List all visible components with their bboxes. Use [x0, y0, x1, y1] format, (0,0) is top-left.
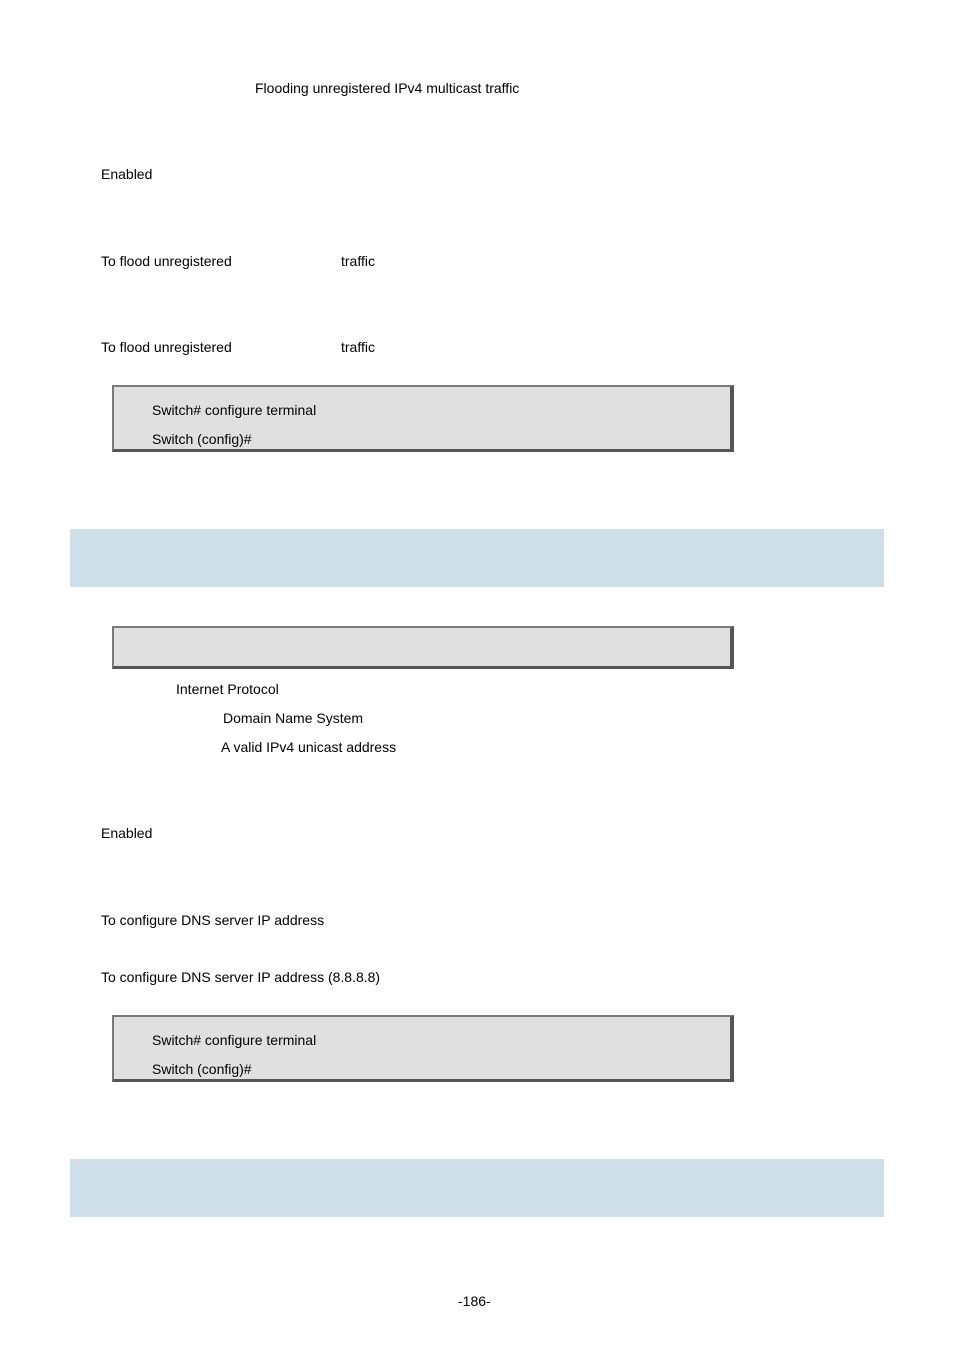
code-line: Switch# configure terminal [152, 1032, 317, 1048]
default-value: Enabled [101, 825, 153, 841]
default-value: Enabled [101, 166, 153, 182]
usage-enable-prefix: To flood unregistered [101, 253, 232, 269]
page-number: -186- [458, 1293, 491, 1309]
example-code-box [112, 385, 734, 452]
param-ip: Internet Protocol [176, 681, 279, 697]
code-line: Switch (config)# [152, 1061, 252, 1077]
example-code-box [112, 1015, 734, 1082]
description-text: Flooding unregistered IPv4 multicast traffic [255, 80, 520, 96]
param-dns: Domain Name System [223, 710, 364, 726]
usage-config-text: To configure DNS server IP address [101, 912, 325, 928]
syntax-code-box [112, 626, 734, 669]
code-line: Switch# configure terminal [152, 402, 317, 418]
usage-disable-suffix: traffic [341, 339, 375, 355]
code-line: Switch (config)# [152, 431, 252, 447]
param-address: A valid IPv4 unicast address [221, 739, 397, 755]
usage-disable-prefix: To flood unregistered [101, 339, 232, 355]
command-header-band [70, 529, 884, 587]
command-header-band [70, 1159, 884, 1217]
usage-example-text: To configure DNS server IP address (8.8.8.8) [101, 969, 381, 985]
usage-enable-suffix: traffic [341, 253, 375, 269]
